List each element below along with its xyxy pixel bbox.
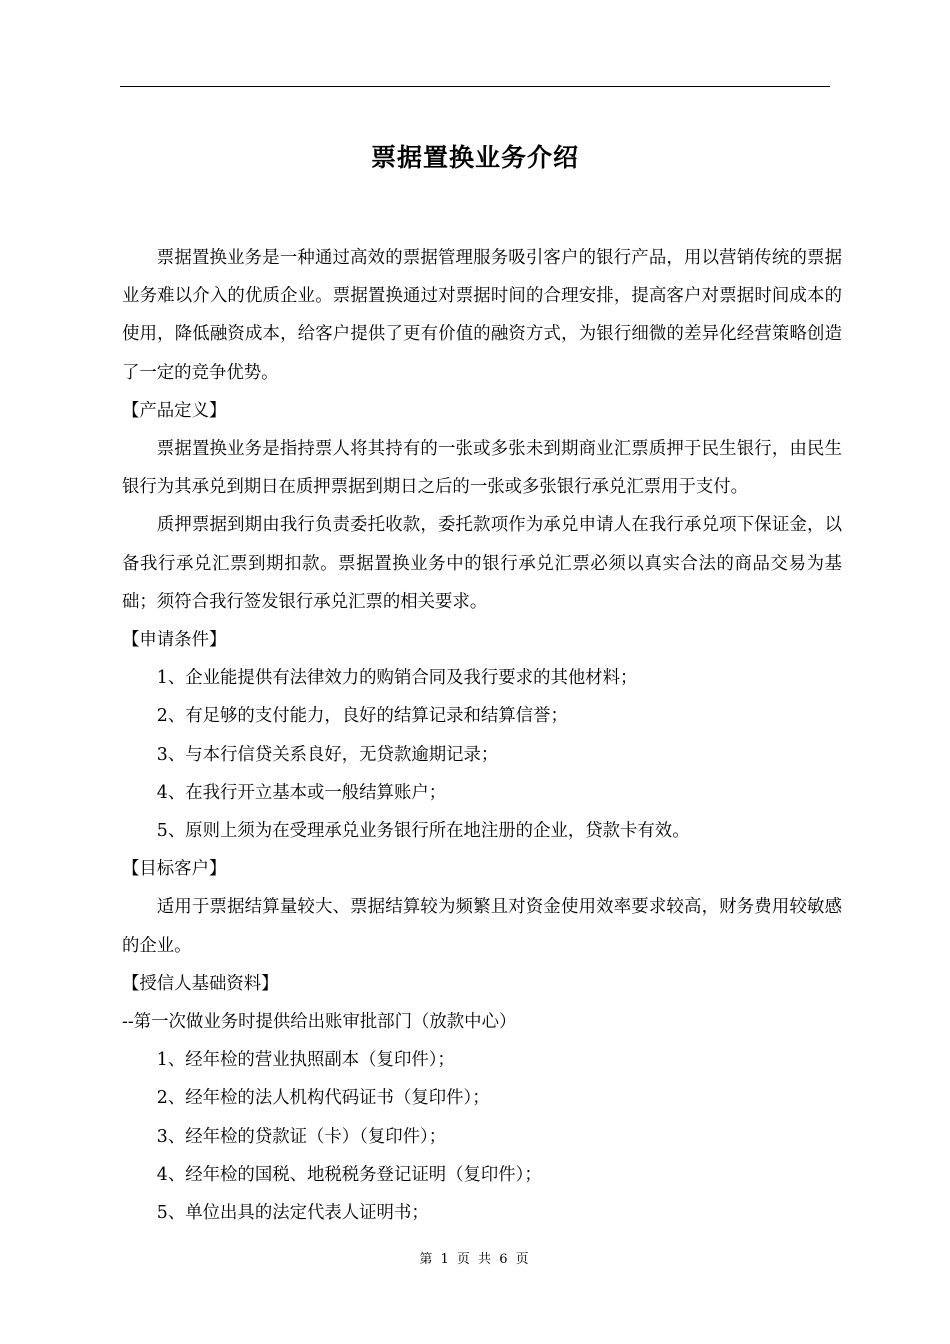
list-item: 3、经年检的贷款证（卡）（复印件）；	[156, 1126, 447, 1147]
list-item: 2、有足够的支付能力，良好的结算记录和结算信誉；	[156, 706, 568, 727]
section-heading-definition: 【产品定义】	[122, 400, 227, 421]
section-heading-target: 【目标客户】	[122, 859, 227, 880]
list-item: 5、原则上须为在受理承兑业务银行所在地注册的企业，贷款卡有效。	[156, 821, 690, 842]
intro-paragraph: 票据置换业务是一种通过高效的票据管理服务吸引客户的银行产品，用以营销传统的票据业务难以介入的优质企业。票据置换通过对票据时间的合理安排，提高客户对票据时间成本的使用，降低融资成本，给客户提供了更有价值的融资方式，为银行细微的差异化经营策略创造了一定的竞争优势。	[122, 248, 842, 383]
target-paragraph: 适用于票据结算量较大、票据结算较为频繁且对资金使用效率要求较高，财务费用较敏感的企业。	[122, 897, 842, 956]
section-heading-conditions: 【申请条件】	[122, 630, 227, 651]
list-item: 2、经年检的法人机构代码证书（复印件）；	[156, 1088, 490, 1109]
page-title: 票据置换业务介绍	[370, 143, 579, 172]
document-body	[122, 239, 842, 1232]
definition-paragraph-2: 质押票据到期由我行负责委托收款，委托款项作为承兑申请人在我行承兑项下保证金，以备我行承兑汇票到期扣款。票据置换业务中的银行承兑汇票必须以真实合法的商品交易为基础；须符合我行签发银行承兑汇票的相关要求。	[122, 515, 842, 612]
list-item: 1、经年检的营业执照副本（复印件）；	[156, 1050, 455, 1071]
list-item: 5、单位出具的法定代表人证明书；	[156, 1203, 429, 1224]
definition-paragraph-1: 票据置换业务是指持票人将其持有的一张或多张未到期商业汇票质押于民生银行，由民生银行为其承兑到期日在质押票据到期日之后的一张或多张银行承兑汇票用于支付。	[122, 439, 842, 498]
page-footer: 第 1 页 共 6 页	[419, 1252, 531, 1267]
section-heading-materials: 【授信人基础资料】	[122, 973, 279, 994]
materials-note: --第一次做业务时提供给出账审批部门（放款中心）	[122, 1012, 517, 1033]
list-item: 4、经年检的国税、地税税务登记证明（复印件）；	[156, 1164, 542, 1185]
header-rule	[120, 86, 830, 87]
list-item: 4、在我行开立基本或一般结算账户；	[156, 782, 447, 803]
list-item: 3、与本行信贷关系良好，无贷款逾期记录；	[156, 744, 499, 765]
list-item: 1、企业能提供有法律效力的购销合同及我行要求的其他材料；	[156, 668, 638, 689]
